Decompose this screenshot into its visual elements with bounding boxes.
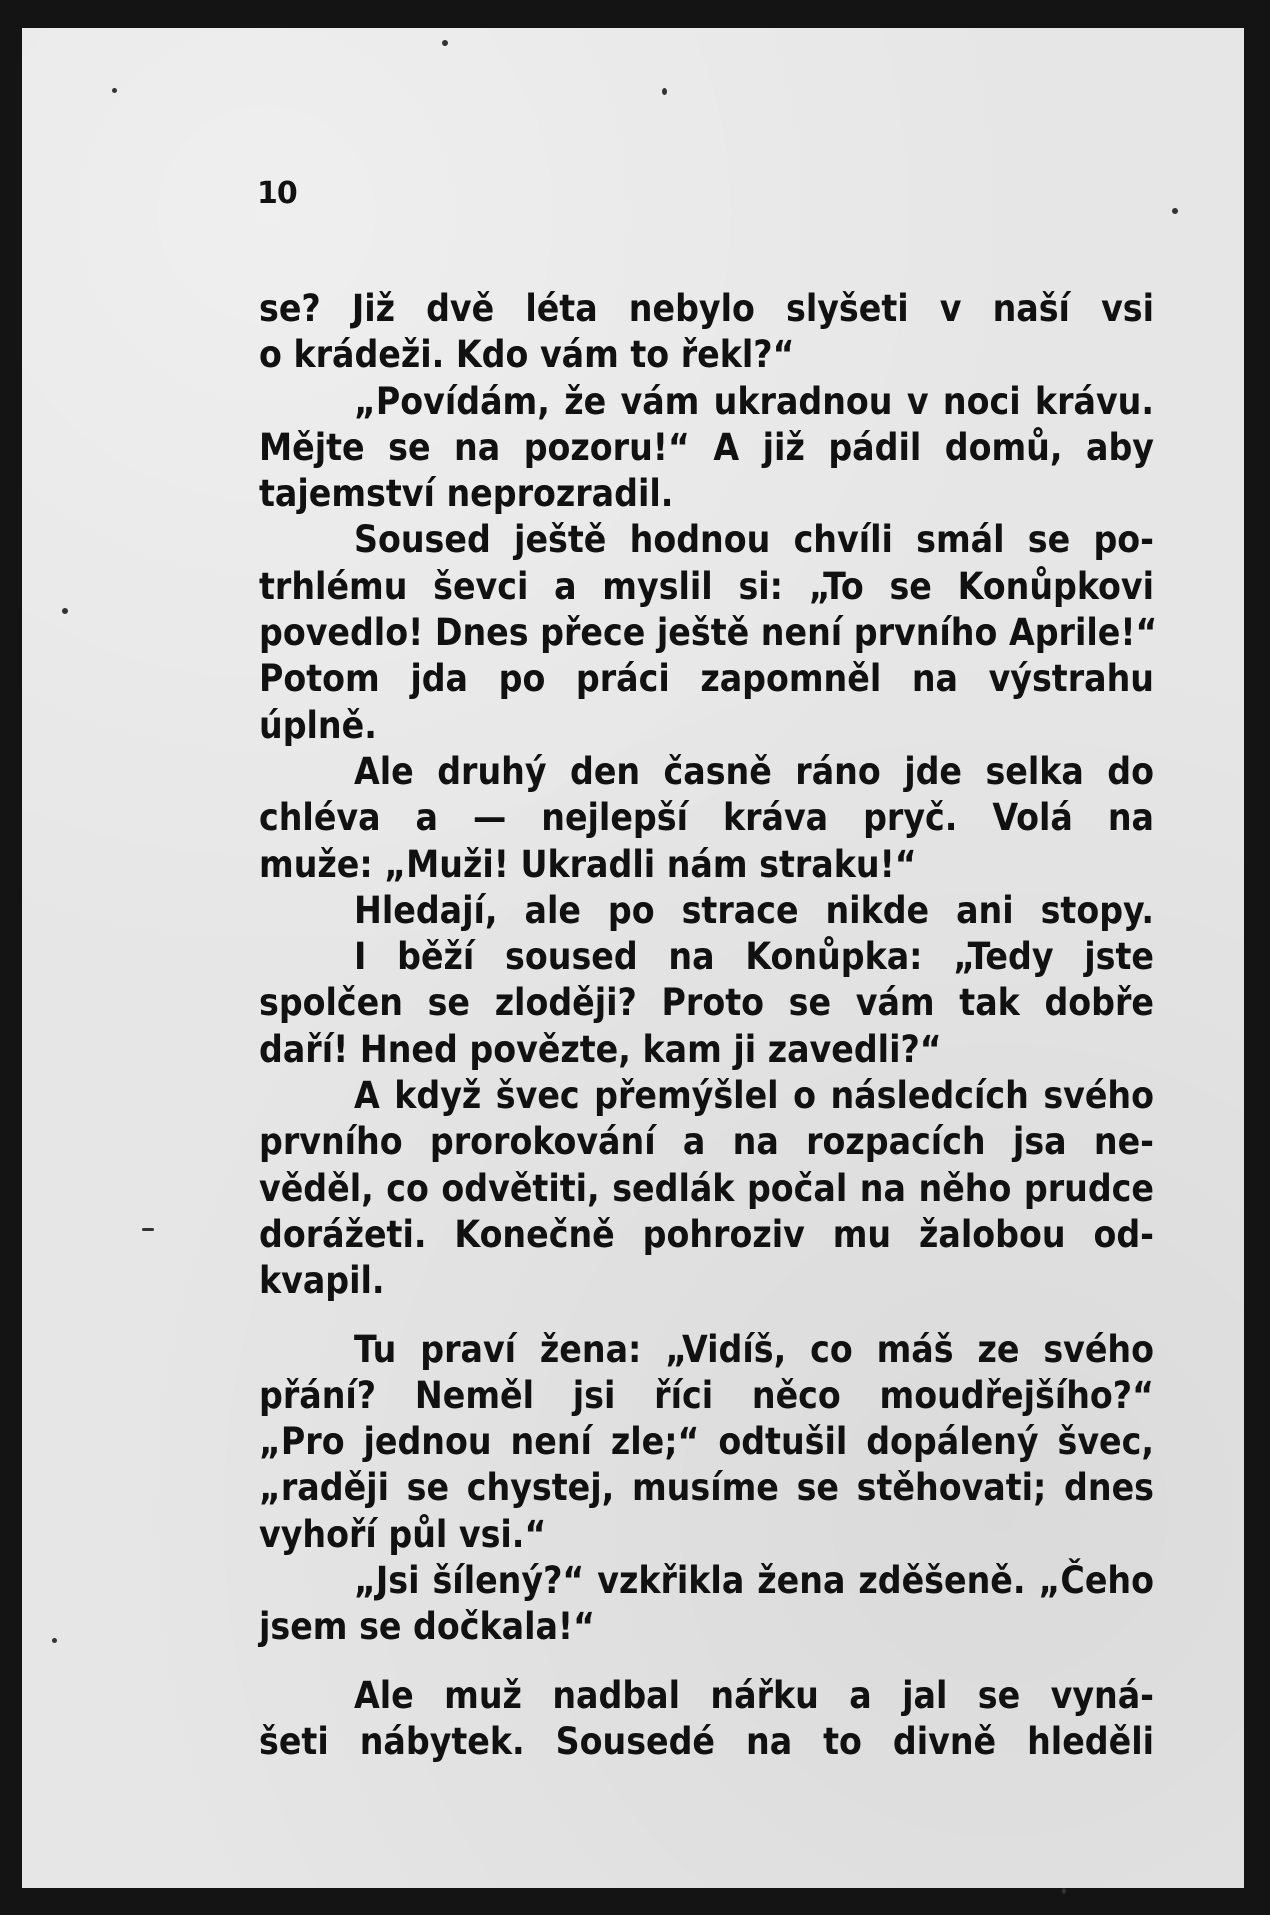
text-line: přání? Neměl jsi říci něco moudřejšího?“ [259, 1373, 1154, 1417]
text-line: Hledají, ale po strace nikde ani stopy. [354, 888, 1154, 932]
text-line: „Povídám, že vám ukradnou v noci krávu. [354, 379, 1154, 423]
scan-speck [112, 88, 117, 93]
text-line: I běží soused na Konůpka: „Tedy jste [354, 935, 1154, 979]
text-line: jsem se dočkala!“ [259, 1605, 595, 1649]
text-line: Soused ještě hodnou chvíli smál se po- [354, 518, 1154, 562]
page-number: 10 [257, 176, 297, 211]
text-line: „raději se chystej, musíme se stěhovati; dnes [259, 1466, 1154, 1510]
scan-speck [1062, 1888, 1066, 1894]
text-line: Mějte se na pozoru!“ A již pádil domů, aby [259, 425, 1154, 469]
text-line: úplně. [259, 703, 377, 747]
scan-speck [442, 40, 448, 46]
scan-speck [52, 1638, 57, 1643]
text-line: kvapil. [259, 1259, 385, 1303]
text-line: vyhoří půl vsi.“ [259, 1512, 547, 1556]
text-line: povedlo! Dnes přece ještě není prvního Aprile!“ [259, 611, 1158, 655]
paragraph-gap [259, 1651, 1154, 1673]
text-line: šeti nábytek. Sousedé na to divně hleděli [259, 1719, 1154, 1763]
text-line: chléva a — nejlepší kráva pryč. Volá na [259, 796, 1154, 840]
text-line: daří! Hned povězte, kam ji zavedli?“ [259, 1027, 942, 1071]
text-line: dorážeti. Konečně pohroziv mu žalobou od- [259, 1212, 1154, 1256]
text-line: tajemství neprozradil. [259, 472, 674, 516]
text-line: A když švec přemýšlel o následcích svého [354, 1074, 1154, 1118]
text-line: Potom jda po práci zapomněl na výstrahu [259, 657, 1154, 701]
text-line: věděl, co odvětiti, sedlák počal na něho prudce [259, 1166, 1154, 1210]
paragraph-gap [259, 1305, 1154, 1327]
text-line: trhlému ševci a myslil si: „To se Konůpkovi [259, 564, 1154, 608]
text-line: prvního prorokování a na rozpacích jsa ne- [259, 1120, 1154, 1164]
text-line: „Pro jednou není zle;“ odtušil dopálený švec, [259, 1420, 1154, 1464]
text-line: Ale muž nadbal nářku a jal se vyná- [354, 1673, 1154, 1717]
text-line: o krádeži. Kdo vám to řekl?“ [259, 333, 795, 377]
scan-speck [662, 88, 667, 95]
text-line: spolčen se zloději? Proto se vám tak dobře [259, 981, 1154, 1025]
scan-speck [1172, 208, 1178, 214]
text-line: muže: „Muži! Ukradli nám straku!“ [259, 842, 917, 886]
body-text [259, 286, 1158, 1765]
text-line: Ale druhý den časně ráno jde selka do [354, 749, 1154, 793]
scan-speck [142, 1228, 154, 1231]
text-line: Tu praví žena: „Vidíš, co máš ze svého [354, 1327, 1154, 1371]
scan-speck [62, 608, 68, 614]
text-line: se? Již dvě léta nebylo slyšeti v naší vsi [259, 287, 1154, 330]
text-line: „Jsi šílený?“ vzkřikla žena zděšeně. „Čeho [354, 1559, 1154, 1603]
book-page [22, 28, 1244, 1888]
